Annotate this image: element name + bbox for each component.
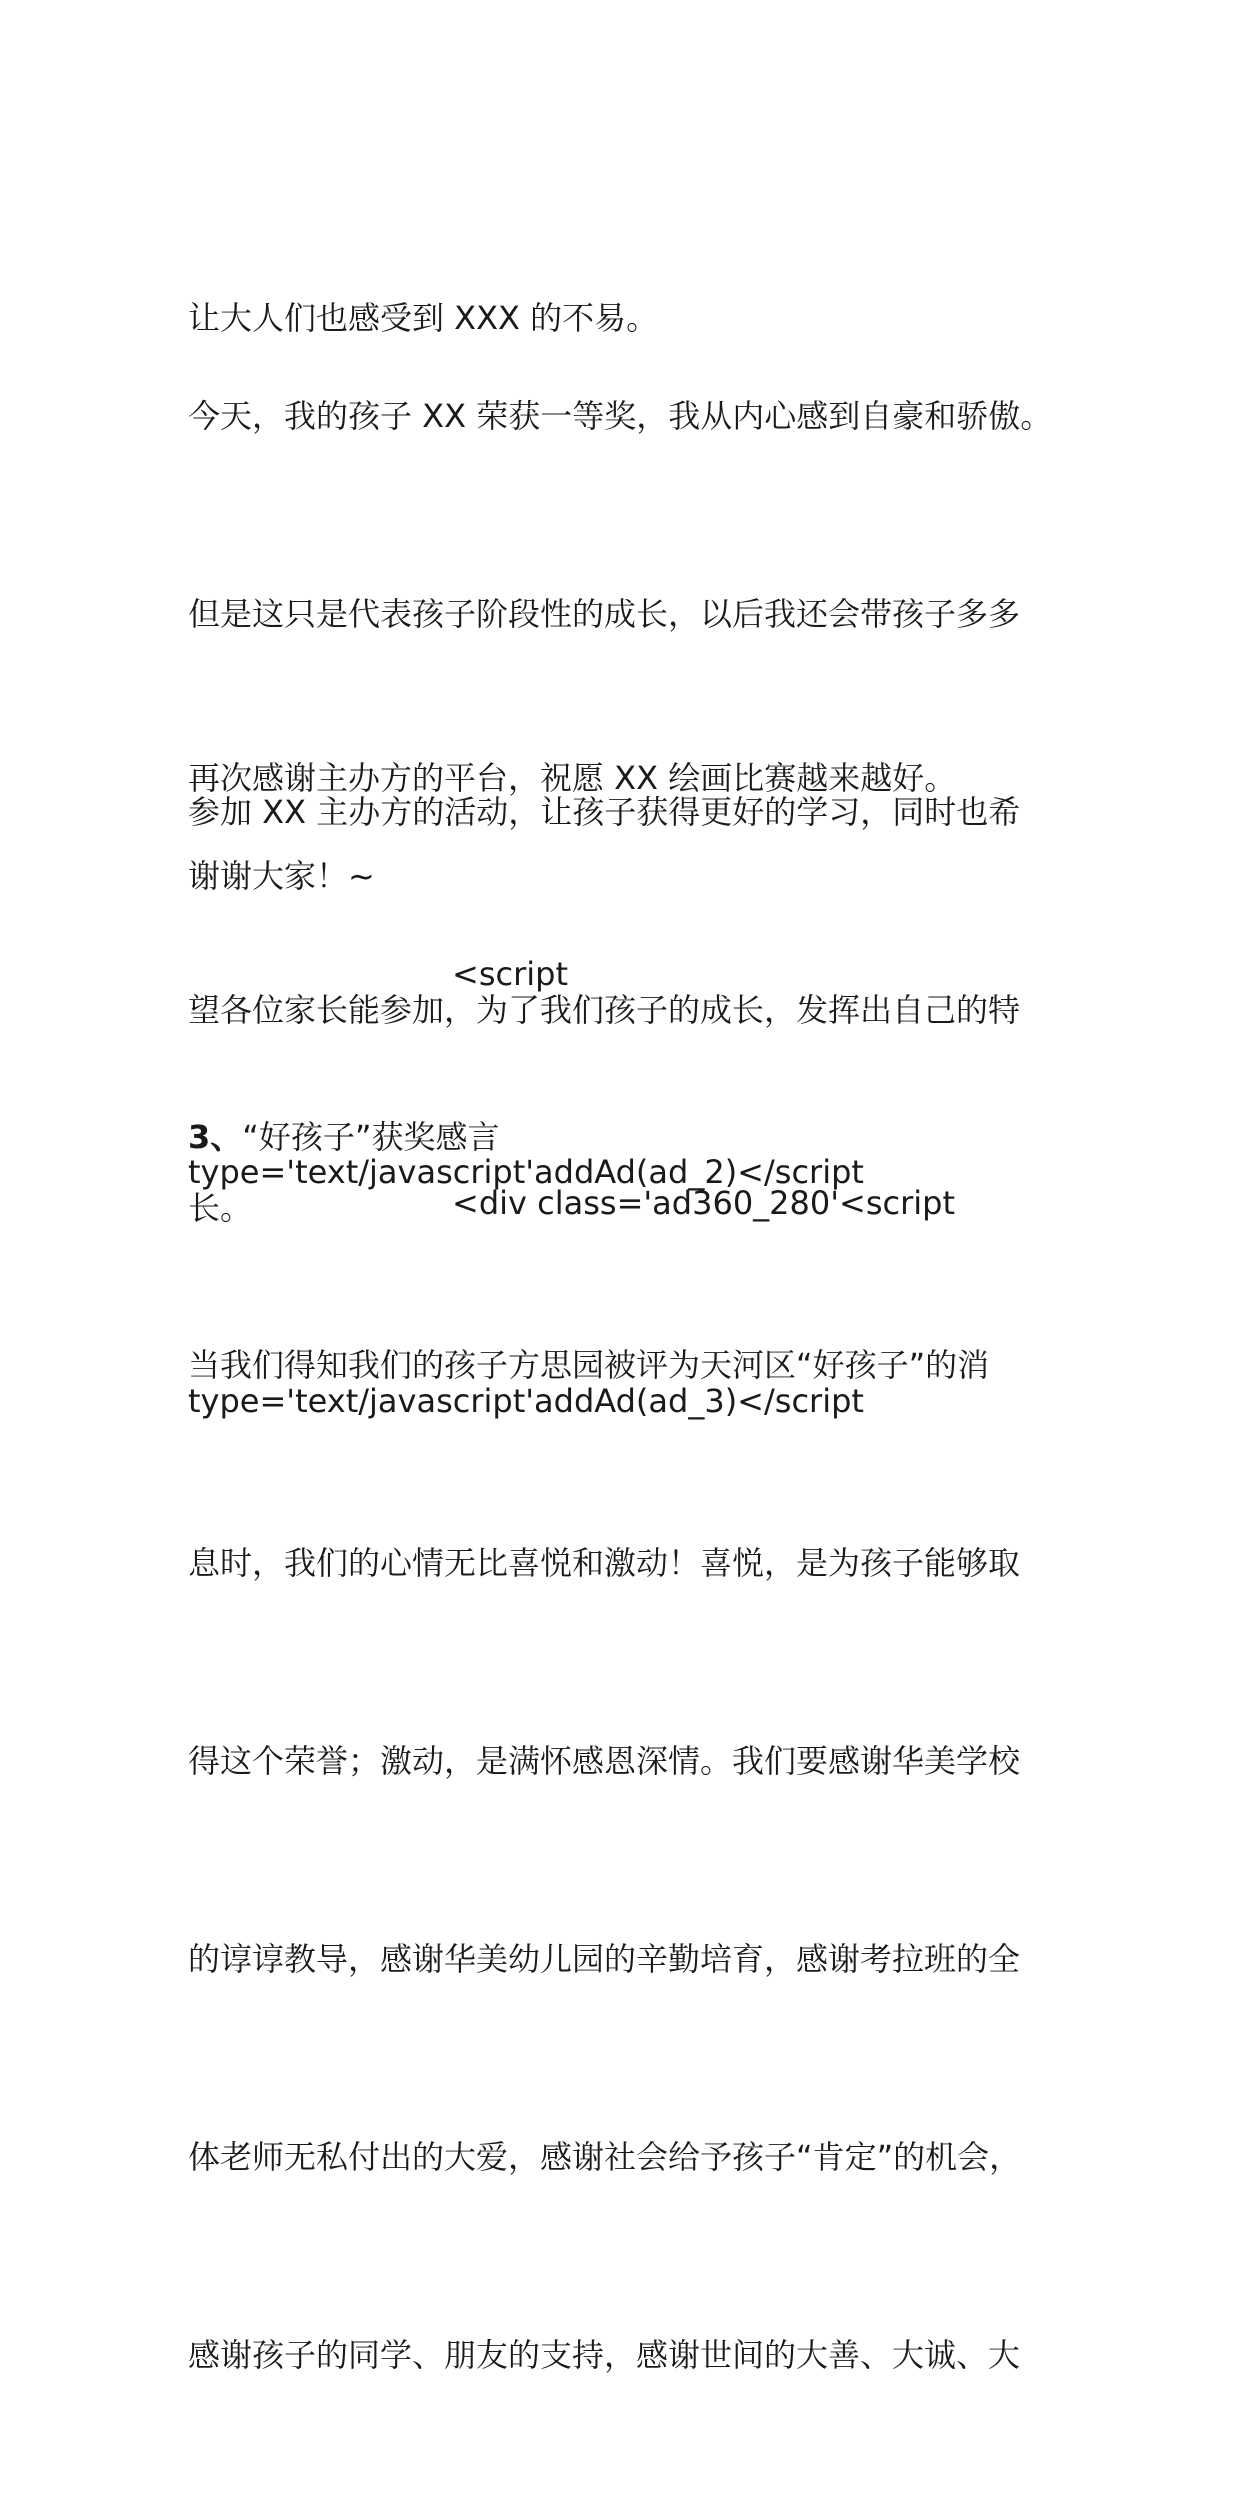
paragraph-line: 让大人们也感受到 XXX 的不易。 xyxy=(188,299,659,337)
paragraph-line: 谢谢大家！~ xyxy=(188,857,375,895)
paragraph-line: 得这个荣誉；激动，是满怀感恩深情。我们要感谢华美学校 xyxy=(188,1742,1021,1780)
code-line: <script xyxy=(452,955,568,993)
code-line: type='text/javascript'addAd(ad_2)</script xyxy=(188,1153,864,1191)
paragraph-line: 参加 XX 主办方的活动，让孩子获得更好的学习，同时也希 xyxy=(188,793,1021,831)
paragraph-5 xyxy=(188,1200,1068,2520)
paragraph-line: 当我们得知我们的孩子方思园被评为天河区“好孩子”的消 xyxy=(188,1346,990,1384)
code-line: type='text/javascript'addAd(ad_3)</script xyxy=(188,1382,864,1420)
paragraph-line: 感谢孩子的同学、朋友的支持，感谢世间的大善、大诚、大 xyxy=(188,2336,1021,2374)
code-line: <div class='ad360_280'<script xyxy=(452,1184,956,1222)
paragraph-line: 今天，我的孩子 XX 荣获一等奖，我从内心感到自豪和骄傲。 xyxy=(188,397,1053,435)
paragraph-line: 息时，我们的心情无比喜悦和激动！喜悦，是为孩子能够取 xyxy=(188,1544,1021,1582)
paragraph-line: 的谆谆教导，感谢华美幼儿园的辛勤培育，感谢考拉班的全 xyxy=(188,1940,1021,1978)
paragraph-line: 再次感谢主办方的平台，祝愿 XX 绘画比赛越来越好。 xyxy=(188,759,957,797)
section-title: “好孩子”获奖感言 xyxy=(242,1118,500,1156)
section-number: 3、 xyxy=(188,1118,243,1156)
paragraph-line: 但是这只是代表孩子阶段性的成长，以后我还会带孩子多多 xyxy=(188,595,1021,633)
paragraph-line: 体老师无私付出的大爱，感谢社会给予孩子“肯定”的机会， xyxy=(188,2138,1022,2176)
paragraph-line: 长。 xyxy=(188,1189,253,1227)
paragraph-line: 望各位家长能参加，为了我们孩子的成长，发挥出自己的特 xyxy=(188,991,1021,1029)
